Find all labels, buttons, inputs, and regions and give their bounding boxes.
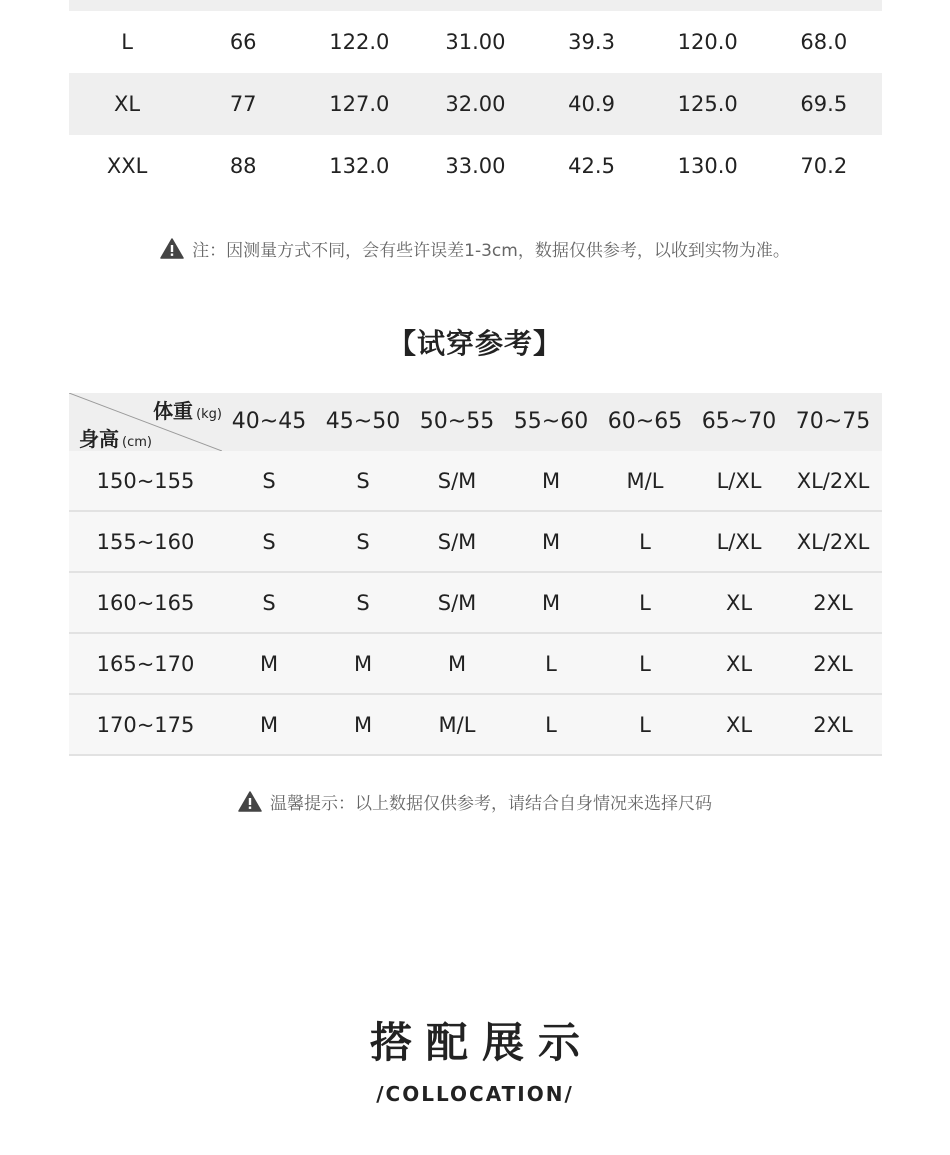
weight-label: 体重	[153, 399, 194, 423]
size-cell: 132.0	[329, 154, 390, 178]
fit-table	[69, 393, 882, 756]
size-table-row	[69, 73, 882, 135]
size-recommendation: M/L	[626, 468, 664, 493]
size-cell: 66	[229, 30, 257, 54]
height-label: 身高	[79, 427, 119, 451]
weight-range-header: 55~60	[513, 409, 589, 434]
fit-table-corner	[69, 393, 222, 451]
size-recommendation: XL	[725, 590, 753, 615]
size-recommendation: S/M	[437, 468, 477, 493]
size-recommendation: XL	[725, 651, 753, 676]
size-recommendation: L	[639, 712, 651, 737]
size-recommendation: L	[639, 590, 651, 615]
size-recommendation: L	[639, 651, 651, 676]
size-cell: 77	[229, 92, 257, 116]
weight-range-header: 60~65	[607, 409, 683, 434]
size-recommendation: XL/2XL	[796, 529, 870, 554]
size-cell: 40.9	[568, 92, 615, 116]
fit-table-header	[69, 393, 882, 451]
size-cell: 33.00	[445, 154, 506, 178]
size-recommendation: 2XL	[813, 712, 853, 737]
measurement-note	[0, 236, 950, 261]
size-recommendation: S	[262, 529, 276, 554]
weight-range-header: 50~55	[419, 409, 495, 434]
tip-note-text: 温馨提示：以上数据仅供参考，请结合自身情况来选择尺码	[270, 794, 712, 814]
size-cell: 39.3	[568, 30, 615, 54]
weight-axis-label	[153, 395, 222, 424]
size-cell: 88	[229, 154, 257, 178]
size-cell: 69.5	[800, 92, 848, 116]
fit-table-row	[69, 451, 882, 512]
size-recommendation: L	[545, 651, 557, 676]
weight-unit: (kg)	[196, 407, 222, 422]
height-range-cell: 155~160	[96, 529, 195, 554]
size-recommendation: M	[541, 590, 561, 615]
warning-icon	[160, 238, 184, 259]
size-cell: XXL	[106, 154, 148, 178]
tip-note	[0, 789, 950, 814]
size-recommendation: L/XL	[716, 529, 762, 554]
size-recommendation: M	[353, 651, 373, 676]
fit-table-row	[69, 512, 882, 573]
size-recommendation: M	[447, 651, 467, 676]
weight-range-header: 45~50	[325, 409, 401, 434]
size-recommendation: S	[356, 529, 370, 554]
size-recommendation: L	[639, 529, 651, 554]
weight-range-header: 70~75	[795, 409, 871, 434]
weight-range-header: 40~45	[231, 409, 307, 434]
size-recommendation: XL	[725, 712, 753, 737]
size-cell: 32.00	[445, 92, 506, 116]
size-cell: 31.00	[445, 30, 506, 54]
size-table	[69, 0, 882, 197]
height-range-cell: 160~165	[96, 590, 195, 615]
size-recommendation: M	[259, 712, 279, 737]
height-range-cell: 170~175	[96, 712, 195, 737]
fit-section-title: 【试穿参考】	[387, 327, 562, 360]
size-cell: 68.0	[800, 30, 848, 54]
fit-table-row	[69, 634, 882, 695]
size-cell: 70.2	[800, 154, 848, 178]
height-range-cell: 165~170	[96, 651, 195, 676]
size-cell: 125.0	[677, 92, 738, 116]
measurement-note-text: 注：因测量方式不同，会有些许误差1-3cm，数据仅供参考，以收到实物为准。	[192, 241, 790, 261]
size-recommendation: S	[262, 590, 276, 615]
weight-range-header: 65~70	[701, 409, 777, 434]
size-recommendation: S/M	[437, 590, 477, 615]
size-recommendation: M	[541, 529, 561, 554]
size-recommendation: XL/2XL	[796, 468, 870, 493]
size-table-row-cut	[69, 0, 882, 11]
size-cell: 122.0	[329, 30, 390, 54]
size-recommendation: 2XL	[813, 590, 853, 615]
warning-icon	[238, 791, 262, 812]
size-cell: 127.0	[329, 92, 390, 116]
fit-table-row	[69, 573, 882, 634]
height-range-cell: 150~155	[96, 468, 195, 493]
height-axis-label	[79, 423, 152, 452]
size-recommendation: M/L	[438, 712, 476, 737]
fit-table-row	[69, 695, 882, 756]
size-recommendation: M	[541, 468, 561, 493]
size-cell: 120.0	[677, 30, 738, 54]
size-cell: 130.0	[677, 154, 738, 178]
size-cell: XL	[114, 92, 141, 116]
size-table-row	[69, 135, 882, 197]
size-recommendation: M	[259, 651, 279, 676]
size-recommendation: L/XL	[716, 468, 762, 493]
size-recommendation: L	[545, 712, 557, 737]
size-recommendation: 2XL	[813, 651, 853, 676]
size-cell: L	[121, 30, 133, 54]
collocation-title: 搭配展示	[369, 1018, 594, 1067]
size-cell: 42.5	[568, 154, 615, 178]
size-recommendation: S	[356, 590, 370, 615]
size-recommendation: S	[356, 468, 370, 493]
height-unit: (cm)	[122, 435, 152, 450]
size-recommendation: M	[353, 712, 373, 737]
size-recommendation: S	[262, 468, 276, 493]
size-table-row	[69, 11, 882, 73]
size-recommendation: S/M	[437, 529, 477, 554]
collocation-subtitle: /COLLOCATION/	[376, 1082, 574, 1106]
